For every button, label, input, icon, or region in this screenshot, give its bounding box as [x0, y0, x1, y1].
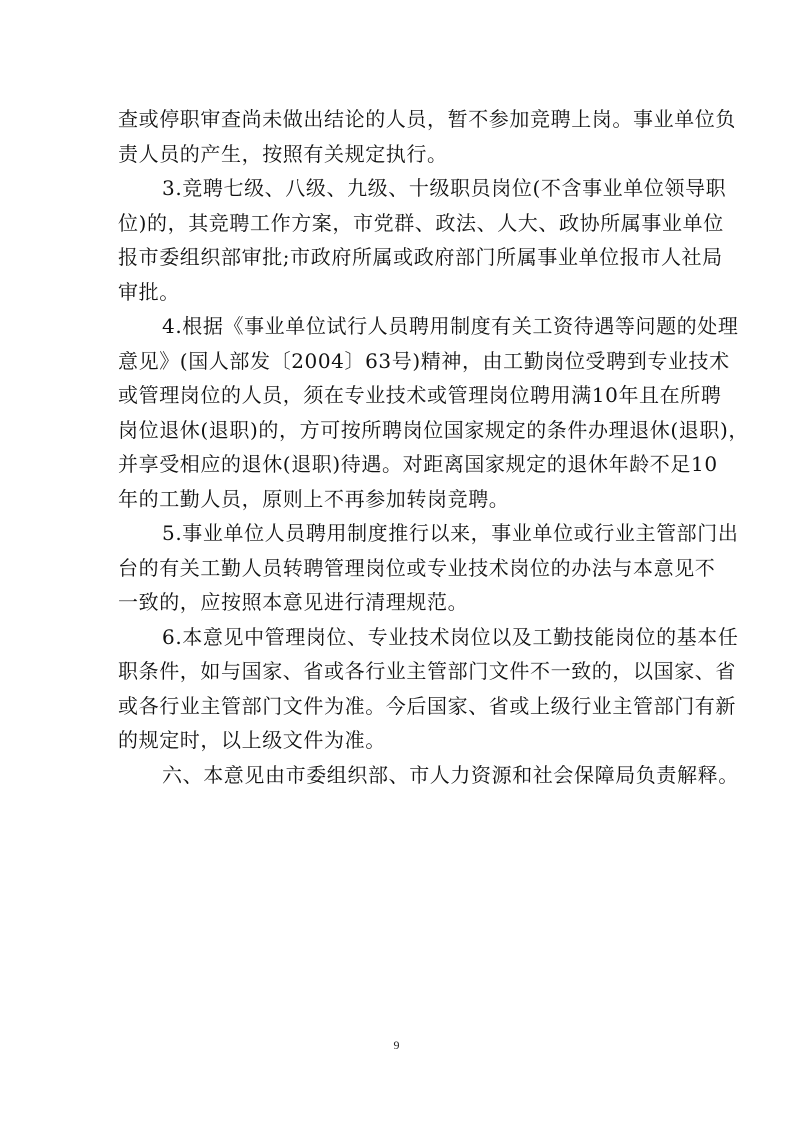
text-line: 查或停职审查尚未做出结论的人员，暂不参加竞聘上岗。事业单位负: [118, 107, 736, 131]
text-line: 年的工勤人员，原则上不再参加转岗竞聘。: [118, 486, 510, 511]
text-line: 一致的，应按照本意见进行清理规范。: [118, 590, 469, 614]
paragraph-start-line: 4.根据《事业单位试行人员聘用制度有关工资待遇等问题的处理: [162, 314, 739, 338]
paragraph-start-line: 5.事业单位人员聘用制度推行以来，事业单位或行业主管部门出: [162, 521, 739, 545]
text-line: 或各行业主管部门文件为准。今后国家、省或上级行业主管部门有新: [118, 693, 736, 718]
text-line: 意见》(国人部发〔2004〕63号)精神，由工勤岗位受聘到专业技术: [118, 348, 730, 373]
text-line: 或管理岗位的人员，须在专业技术或管理岗位聘用满10年且在所聘: [118, 383, 722, 407]
text-line: 并享受相应的退休(退职)待遇。对距离国家规定的退休年龄不足10: [118, 452, 718, 476]
text-line: 职条件，如与国家、省或各行业主管部门文件不一致的，以国家、省: [118, 659, 736, 683]
text-line: 的规定时，以上级文件为准。: [118, 728, 386, 752]
text-line: 台的有关工勤人员转聘管理岗位或专业技术岗位的办法与本意见不: [118, 555, 716, 580]
text-line: 报市委组织部审批;市政府所属或政府部门所属事业单位报市人社局: [118, 245, 723, 269]
text-line: 审批。: [118, 279, 180, 304]
paragraph-start-line: 3.竞聘七级、八级、九级、十级职员岗位(不含事业单位领导职: [162, 176, 727, 200]
page-number: 9: [393, 1038, 400, 1052]
paragraph-start-line: 6.本意见中管理岗位、专业技术岗位以及工勤技能岗位的基本任: [162, 624, 739, 649]
paragraph-start-line: 六、本意见由市委组织部、市人力资源和社会保障局负责解释。: [162, 762, 739, 787]
text-line: 岗位退休(退职)的，方可按所聘岗位国家规定的条件办理退休(退职)，: [118, 417, 750, 442]
text-line: 位)的，其竞聘工作方案，市党群、政法、人大、政协所属事业单位: [118, 210, 724, 235]
text-line: 责人员的产生，按照有关规定执行。: [118, 141, 448, 166]
document-body: [118, 102, 750, 792]
